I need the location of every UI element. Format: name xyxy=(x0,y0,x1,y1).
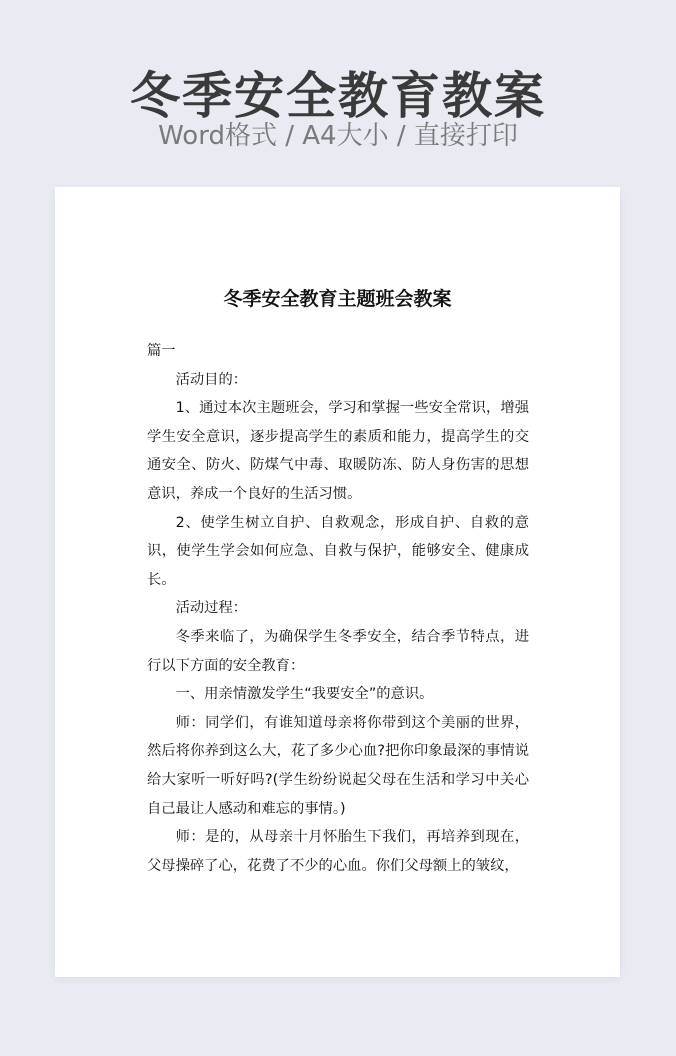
page-title: 冬季安全教育教案 xyxy=(130,67,546,125)
document-page xyxy=(55,187,620,977)
document-title: 冬季安全教育主题班会教案 xyxy=(223,288,452,310)
paragraph: 冬季来临了，为确保学生冬季安全，结合季节特点，进行以下方面的安全教育： xyxy=(147,628,529,674)
section-heading: 篇一 xyxy=(147,343,176,359)
paragraph: 活动目的： xyxy=(175,371,248,388)
paragraph: 2、使学生树立自护、自救观念，形成自护、自救的意识，使学生学会如何应急、自救与保护，能够安全、健康成长。 xyxy=(147,514,529,588)
document-body xyxy=(147,337,529,880)
paragraph: 师：是的，从母亲十月怀胎生下我们，再培养到现在，父母操碎了心，花费了不少的心血。你们父母额上的皱纹， xyxy=(147,829,529,874)
paragraph: 一、用亲情激发学生“我要安全”的意识。 xyxy=(175,686,434,703)
paragraph: 1、通过本次主题班会，学习和掌握一些安全常识，增强学生安全意识，逐步提高学生的素质和能力，提高学生的交通安全、防火、防煤气中毒、取暖防冻、防人身伤害的思想意识，养成一个良好的生活习惯。 xyxy=(147,400,529,502)
paragraph: 活动过程： xyxy=(175,600,248,617)
page-subtitle: Word格式 / A4大小 / 直接打印 xyxy=(158,121,518,151)
paragraph: 师：同学们，有谁知道母亲将你带到这个美丽的世界，然后将你养到这么大，花了多少心血?把你印象最深的事情说给大家听一听好吗?(学生纷纷说起父母在生活和学习中关心自己最让人感动和难忘的事情。) xyxy=(147,714,529,817)
